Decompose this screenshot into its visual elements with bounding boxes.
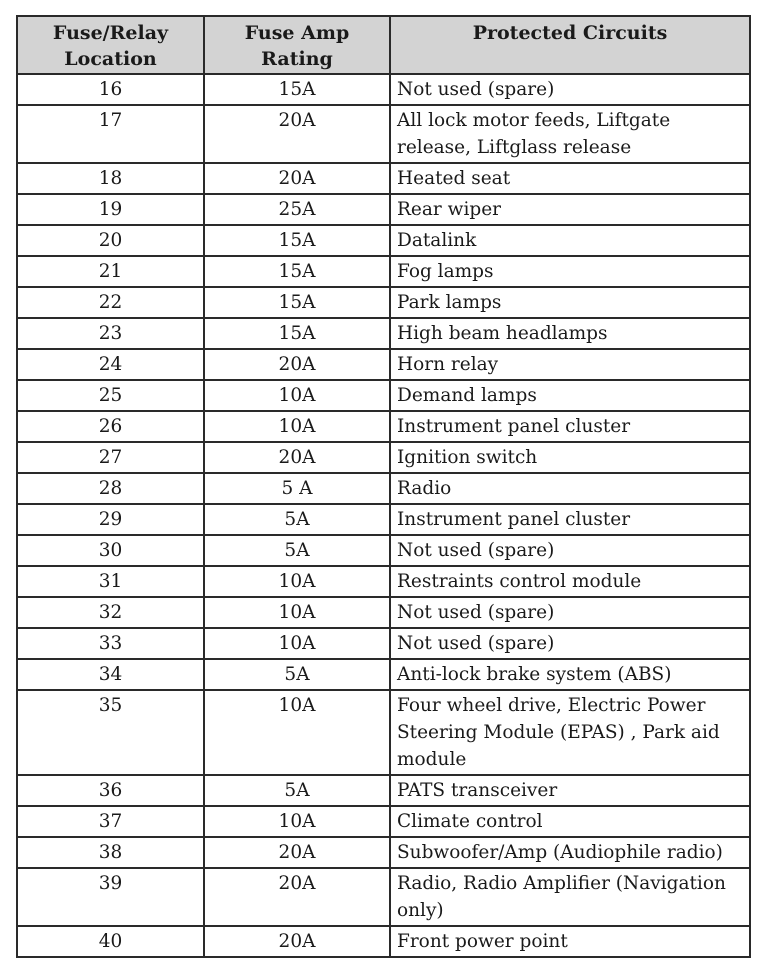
cell-circuits: All lock motor feeds, Liftgate release, Liftglass release bbox=[390, 105, 750, 163]
header-rating: Fuse Amp Rating bbox=[204, 16, 390, 74]
cell-rating: 10A bbox=[204, 380, 390, 411]
cell-location: 20 bbox=[17, 225, 204, 256]
cell-circuits: Restraints control module bbox=[390, 566, 750, 597]
table-row bbox=[17, 318, 750, 349]
cell-rating: 5 A bbox=[204, 473, 390, 504]
table-row bbox=[17, 566, 750, 597]
cell-circuits: Radio, Radio Amplifier (Navigation only) bbox=[390, 868, 750, 926]
table-row bbox=[17, 535, 750, 566]
table-row bbox=[17, 473, 750, 504]
cell-circuits: Datalink bbox=[390, 225, 750, 256]
cell-rating: 10A bbox=[204, 566, 390, 597]
table-row bbox=[17, 868, 750, 926]
cell-location: 16 bbox=[17, 74, 204, 105]
cell-rating: 10A bbox=[204, 690, 390, 775]
cell-rating: 5A bbox=[204, 659, 390, 690]
cell-rating: 10A bbox=[204, 806, 390, 837]
cell-circuits: Climate control bbox=[390, 806, 750, 837]
cell-location: 24 bbox=[17, 349, 204, 380]
header-row bbox=[17, 16, 750, 74]
table-row bbox=[17, 225, 750, 256]
cell-rating: 15A bbox=[204, 225, 390, 256]
cell-location: 37 bbox=[17, 806, 204, 837]
cell-rating: 20A bbox=[204, 868, 390, 926]
cell-rating: 20A bbox=[204, 837, 390, 868]
cell-location: 30 bbox=[17, 535, 204, 566]
cell-rating: 10A bbox=[204, 411, 390, 442]
table-row bbox=[17, 690, 750, 775]
cell-circuits: Not used (spare) bbox=[390, 74, 750, 105]
cell-location: 34 bbox=[17, 659, 204, 690]
cell-rating: 15A bbox=[204, 256, 390, 287]
table-row bbox=[17, 380, 750, 411]
cell-rating: 5A bbox=[204, 775, 390, 806]
cell-rating: 10A bbox=[204, 597, 390, 628]
cell-circuits: Instrument panel cluster bbox=[390, 411, 750, 442]
cell-circuits: PATS transceiver bbox=[390, 775, 750, 806]
table-row bbox=[17, 926, 750, 957]
cell-circuits: High beam headlamps bbox=[390, 318, 750, 349]
cell-location: 31 bbox=[17, 566, 204, 597]
table-body bbox=[17, 74, 750, 957]
cell-rating: 15A bbox=[204, 287, 390, 318]
cell-circuits: Anti-lock brake system (ABS) bbox=[390, 659, 750, 690]
cell-location: 33 bbox=[17, 628, 204, 659]
cell-rating: 5A bbox=[204, 535, 390, 566]
cell-location: 38 bbox=[17, 837, 204, 868]
cell-location: 23 bbox=[17, 318, 204, 349]
fuse-table bbox=[16, 15, 751, 958]
table-row bbox=[17, 504, 750, 535]
table-row bbox=[17, 256, 750, 287]
table-row bbox=[17, 628, 750, 659]
cell-circuits: Not used (spare) bbox=[390, 597, 750, 628]
cell-circuits: Front power point bbox=[390, 926, 750, 957]
cell-rating: 10A bbox=[204, 628, 390, 659]
cell-rating: 20A bbox=[204, 105, 390, 163]
cell-circuits: Ignition switch bbox=[390, 442, 750, 473]
cell-circuits: Fog lamps bbox=[390, 256, 750, 287]
table-row bbox=[17, 194, 750, 225]
table-row bbox=[17, 442, 750, 473]
table-row bbox=[17, 105, 750, 163]
table-row bbox=[17, 411, 750, 442]
cell-location: 28 bbox=[17, 473, 204, 504]
cell-circuits: Radio bbox=[390, 473, 750, 504]
cell-circuits: Instrument panel cluster bbox=[390, 504, 750, 535]
cell-circuits: Horn relay bbox=[390, 349, 750, 380]
cell-location: 29 bbox=[17, 504, 204, 535]
cell-location: 27 bbox=[17, 442, 204, 473]
cell-location: 36 bbox=[17, 775, 204, 806]
cell-location: 32 bbox=[17, 597, 204, 628]
header-circuits: Protected Circuits bbox=[390, 16, 750, 74]
table-row bbox=[17, 349, 750, 380]
cell-location: 25 bbox=[17, 380, 204, 411]
table-row bbox=[17, 806, 750, 837]
cell-circuits: Not used (spare) bbox=[390, 628, 750, 659]
table-row bbox=[17, 74, 750, 105]
cell-rating: 20A bbox=[204, 926, 390, 957]
table-row bbox=[17, 597, 750, 628]
cell-location: 26 bbox=[17, 411, 204, 442]
table-row bbox=[17, 659, 750, 690]
table-row bbox=[17, 837, 750, 868]
cell-location: 22 bbox=[17, 287, 204, 318]
cell-circuits: Subwoofer/Amp (Audiophile radio) bbox=[390, 837, 750, 868]
table-row bbox=[17, 163, 750, 194]
cell-rating: 25A bbox=[204, 194, 390, 225]
cell-location: 39 bbox=[17, 868, 204, 926]
table-row bbox=[17, 775, 750, 806]
cell-circuits: Four wheel drive, Electric Power Steering Module (EPAS) , Park aid module bbox=[390, 690, 750, 775]
cell-circuits: Demand lamps bbox=[390, 380, 750, 411]
cell-rating: 15A bbox=[204, 318, 390, 349]
cell-location: 17 bbox=[17, 105, 204, 163]
cell-location: 19 bbox=[17, 194, 204, 225]
cell-location: 18 bbox=[17, 163, 204, 194]
cell-circuits: Rear wiper bbox=[390, 194, 750, 225]
cell-circuits: Not used (spare) bbox=[390, 535, 750, 566]
cell-rating: 20A bbox=[204, 163, 390, 194]
cell-rating: 15A bbox=[204, 74, 390, 105]
cell-location: 40 bbox=[17, 926, 204, 957]
cell-rating: 20A bbox=[204, 442, 390, 473]
cell-location: 21 bbox=[17, 256, 204, 287]
header-location: Fuse/Relay Location bbox=[17, 16, 204, 74]
cell-circuits: Heated seat bbox=[390, 163, 750, 194]
table-header bbox=[17, 16, 750, 74]
cell-rating: 5A bbox=[204, 504, 390, 535]
cell-rating: 20A bbox=[204, 349, 390, 380]
table-row bbox=[17, 287, 750, 318]
cell-location: 35 bbox=[17, 690, 204, 775]
cell-circuits: Park lamps bbox=[390, 287, 750, 318]
